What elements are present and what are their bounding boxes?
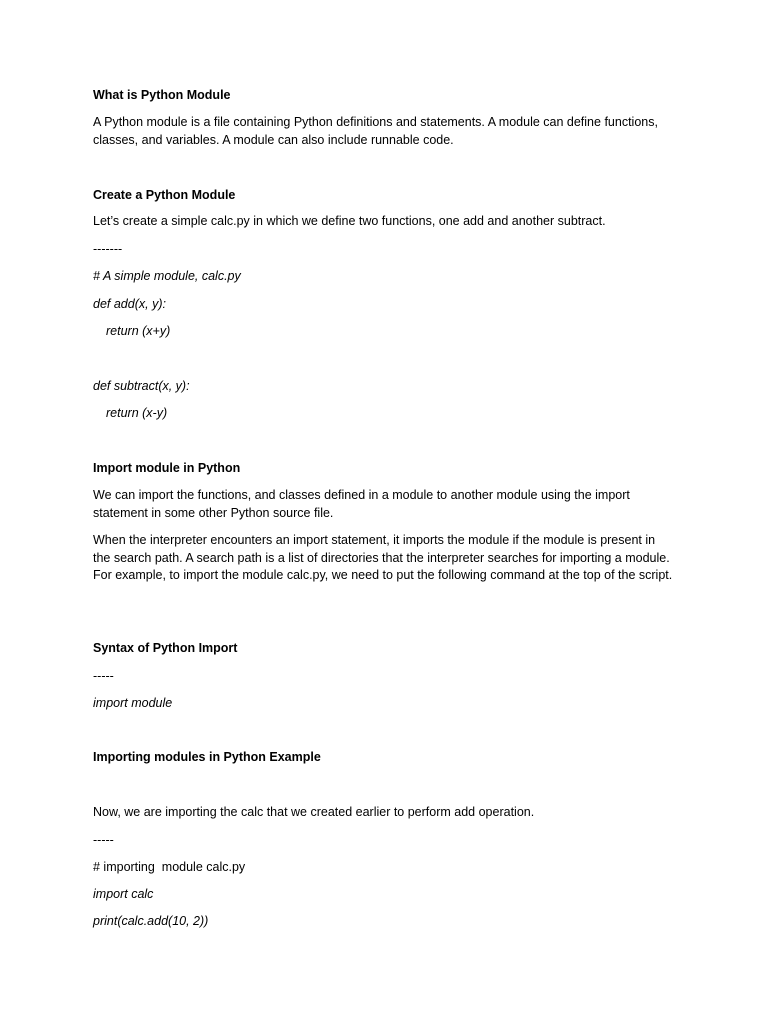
heading-what-is-python-module: What is Python Module xyxy=(93,88,231,102)
code-def-add: def add(x, y): xyxy=(93,297,166,311)
code-import-module: import module xyxy=(93,696,173,710)
heading-import-module: Import module in Python xyxy=(93,461,241,475)
separator-line: ----- xyxy=(93,669,114,683)
code-import-calc: import calc xyxy=(93,887,154,901)
heading-create-python-module: Create a Python Module xyxy=(93,188,236,202)
separator-line: ------- xyxy=(93,242,123,256)
code-return-subtract: return (x-y) xyxy=(106,406,168,420)
code-comment-importing: # importing module calc.py xyxy=(93,860,246,874)
paragraph-import-intro: We can import the functions, and classes defined in a module to another module using the import statement in some other Python source file. xyxy=(93,488,630,520)
code-return-add: return (x+y) xyxy=(106,324,171,338)
heading-syntax-import: Syntax of Python Import xyxy=(93,641,238,655)
code-print-add: print(calc.add(10, 2)) xyxy=(93,914,209,928)
document-page xyxy=(93,0,693,1024)
paragraph-create-module: Let’s create a simple calc.py in which we define two functions, one add and another subtract. xyxy=(93,214,606,228)
paragraph-module-definition: A Python module is a file containing Python definitions and statements. A module can define functions, classes, and variables. A module can also include runnable code. xyxy=(93,115,658,147)
heading-importing-example: Importing modules in Python Example xyxy=(93,750,321,764)
separator-line: ----- xyxy=(93,833,114,847)
code-def-subtract: def subtract(x, y): xyxy=(93,379,190,393)
paragraph-import-details: When the interpreter encounters an import statement, it imports the module if the module is present in the search path. A search path is a list of directories that the interpreter searches for importing a module. For example, to import the module calc.py, we need to put the following command at the top of the script. xyxy=(93,533,673,582)
paragraph-example-intro: Now, we are importing the calc that we created earlier to perform add operation. xyxy=(93,805,535,819)
code-comment-calc: # A simple module, calc.py xyxy=(93,269,241,283)
